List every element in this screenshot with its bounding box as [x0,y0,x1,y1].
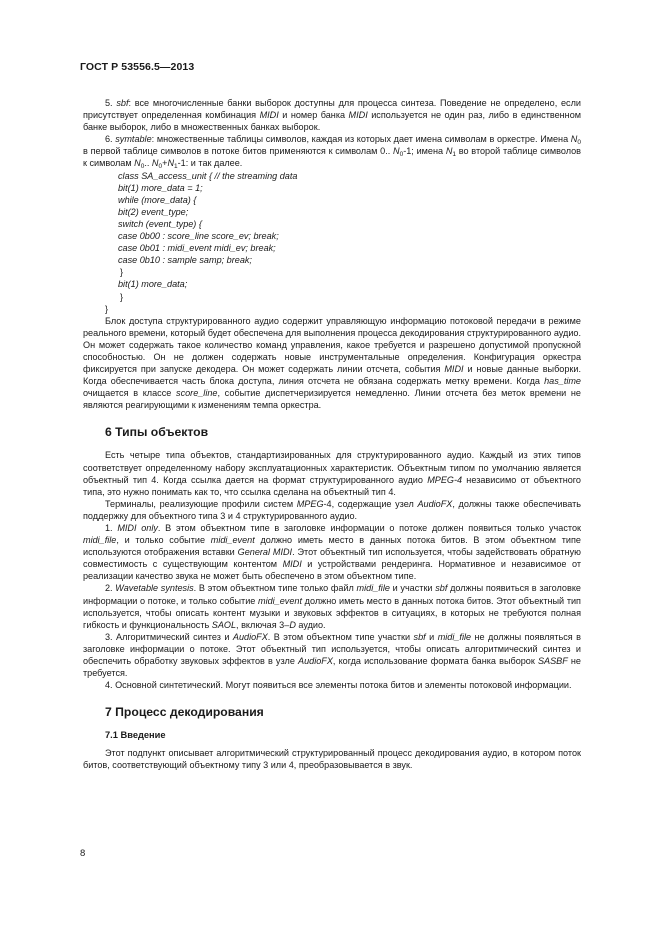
code-line: while (more_data) { [118,194,197,205]
var-n: N [570,134,578,145]
term-midi: MIDI [444,364,464,375]
text-run: во второй таблице символов к символам [83,146,581,169]
text-run: : все многочисленные банки выборок доступны для процесса синтеза. Поведение не определено, если присутствует определенная комбинация [83,98,581,121]
term-midi-file: midi_file [437,631,472,642]
code-line: } [120,291,124,302]
code-line: bit(1) more_data; [118,279,188,290]
var-n: N [134,158,141,169]
term-audiofx: AudioFX [298,656,333,667]
text-run: не требуется. [83,656,581,679]
term-midi: MIDI [259,110,279,121]
text-run: . Этот объектный тип используется, чтобы задействовать обратную совместимость с существующим контентом [83,547,581,570]
var-n: N [393,146,400,157]
code-line: case 0b10 : sample samp; break; [118,255,252,266]
section-7-1-paragraph: Этот подпункт описывает алгоритмический структурированный процесс декодирования аудио, в котором поток битов, соответствующий объектному типу 3 или 4, преобразовывается в звук. [83,748,581,771]
list-item-5 [83,97,581,133]
text-run: . В этом объектном типе участки [267,631,414,642]
var-n: N [167,158,175,169]
term-audiofx: AudioFX [232,631,268,642]
section-7-title: 7 Процесс декодирования [105,705,264,720]
item-number: 1. [105,523,118,533]
text-run: -1: и так далее. [177,158,243,169]
term-mpeg: MPEG [296,498,324,509]
subscript: 1 [174,163,178,171]
term-d: D [289,619,296,630]
code-line: bit(2) event_type; [118,206,189,217]
text-run: + [162,158,168,169]
text-run: и устройствами рендеринга. Нормативное и независимое от реализации качество звука не может быть обеспечено в этом объектном типе. [83,559,581,582]
term-midi: MIDI [282,559,302,570]
term-midi-event: midi_event [210,535,255,546]
text-run: и номер банка [278,110,349,121]
text-run: не должны появляться в заголовке информации о потоке. Этот объектный тип используется, чтобы описать алгоритмический синтез и обеспечить обработку звуковых эффектов в узле [83,631,582,667]
item-number: 2. [105,583,116,594]
text-run: , когда использование формата банка выборок [332,656,538,667]
text-run: очищается в классе [83,388,177,399]
text-run: должны появиться в заголовке информации о потоке, и только событие [83,583,581,606]
text-run: используется не один раз, либо в единственном банке выборок, либо в множественных банках выборок. [83,110,581,133]
subscript: 0 [158,163,163,171]
object-type-2 [83,582,581,630]
section-6-title: 6 Типы объектов [105,425,209,440]
text-run: : множественные таблицы символов, каждая из которых дает имена символам в оркестре. Имена [151,134,571,145]
term-has-time: has_time [544,376,581,387]
text-run: , включая 3– [236,619,290,630]
object-type-1 [83,522,581,582]
object-type-4: 4. Основной синтетический. Могут появиться все элементы потока битов и элементы потоковой информации. [105,680,572,691]
text-run: 3. Алгоритмический синтез и [105,631,233,642]
term-midi-event: midi_event [258,595,302,606]
term-saol: SAOL [211,619,237,630]
text-run: должно иметь место в данных потока битов. В этом объектном типе используются отображения вставки [83,535,581,558]
code-line: } [120,267,124,278]
text-run: .. [144,158,152,169]
term-general-midi: General MIDI [237,547,293,558]
text-run: аудио. [295,619,326,630]
item-number: 6. [105,134,113,145]
subscript: 1 [452,151,457,159]
section-6-paragraph-1 [83,449,581,497]
term-mpeg4: MPEG-4 [427,474,463,485]
code-block [83,170,581,315]
subscript: 0 [140,163,145,171]
page-number: 8 [80,848,86,859]
paragraph-access-unit [83,315,581,412]
code-line: switch (event_type) { [118,218,202,229]
subscript: 0 [577,139,581,147]
text-run: и новые данные выборки. Когда обеспечивается часть блока доступа, линия отсчета не обязана содержать метку времени. Когда [83,364,581,387]
text-run: -4, содержащие узел [323,498,418,509]
text-run: , событие диспетчеризируется немедленно. Линии отсчета без меток времени не являются реагирующими к изменениям темпа оркестра. [83,388,581,411]
term-wavetable: Wavetable syntesis [115,583,194,594]
code-line: } [105,303,109,314]
code-line: case 0b01 : midi_event midi_ev; break; [118,243,276,254]
text-run: , и только событие [116,535,211,546]
body-text [83,97,581,772]
code-line: class SA_access_unit { // the streaming data [118,170,298,181]
text-run: должно иметь место в данных потока битов. Этот объектный тип используется, чтобы описать контент музыки и звуковых эффектов в ситуациях, в которых не требуются полная гибкость и функциональность [83,595,581,630]
text-run: независимо от объектного типа, это нужно понимать как то, что ссылка сделана на объектный тип 4. [83,474,581,497]
term-midi: MIDI [348,110,368,121]
text-run: Терминалы, реализующие профили систем [105,498,297,509]
term-sbf: sbf [435,583,448,594]
text-run: . В этом объектном типе в заголовке информации о потоке должен появиться только участок [157,523,582,533]
text-run: . В этом объектном типе только файл [193,583,357,594]
section-6-paragraph-2 [83,498,581,522]
text-run: , должны также обеспечивать поддержку для объектного типа 3 и 4 структурированного аудио. [83,498,581,521]
term-sasbf: SASBF [537,656,568,667]
text-run: и [425,631,438,642]
list-item-6 [83,133,581,169]
object-type-3 [83,631,581,679]
term-midi-file: midi_file [356,583,390,594]
text-run: Есть четыре типа объектов, стандартизированных для структурированного аудио. Каждый из этих типов соответствует определенному набору эксплуатационных характеристик. Объектным типом по умолчанию является объектный тип 4. Когда ссылка дается на формат структурированного аудио [83,450,581,485]
term-sbf: sbf [413,631,426,642]
term-audiofx: AudioFX [417,498,453,509]
var-n: N [445,146,453,157]
term-midi-only: MIDI only [117,523,158,533]
term-score-line: score_line [176,388,218,399]
var-n: N [151,158,159,169]
text-run: Блок доступа структурированного аудио содержит управляющую информацию потоковой передачи в режиме реального времени, который будет обеспечена для выполнения процесса декодирования структурированного аудио. Он может содержать такое количество команд управления, какое требуется и разрешено допустимой пропускной способностью. Он не должен содержать новые инструментальные определения. Конфигурация оркестра фиксируется при запуске декодера. Он может содержать линии отсчета, события [83,315,581,375]
term-sbf: sbf [116,98,129,108]
item-number: 5. [105,98,113,108]
text-run: и участки [389,583,436,594]
document-header: ГОСТ Р 53556.5—2013 [80,61,195,73]
text-run: -1; имена [403,146,446,157]
term-midi-file: midi_file [83,535,117,546]
subscript: 0 [399,151,404,159]
code-line: bit(1) more_data = 1; [118,182,203,193]
text-run: в первой таблице символов в потоке битов применяются к символам 0.. [83,146,394,157]
subsection-7-1-title: 7.1 Введение [105,730,166,741]
code-line: case 0b00 : score_line score_ev; break; [118,231,279,242]
term-symtable: symtable [115,134,152,145]
